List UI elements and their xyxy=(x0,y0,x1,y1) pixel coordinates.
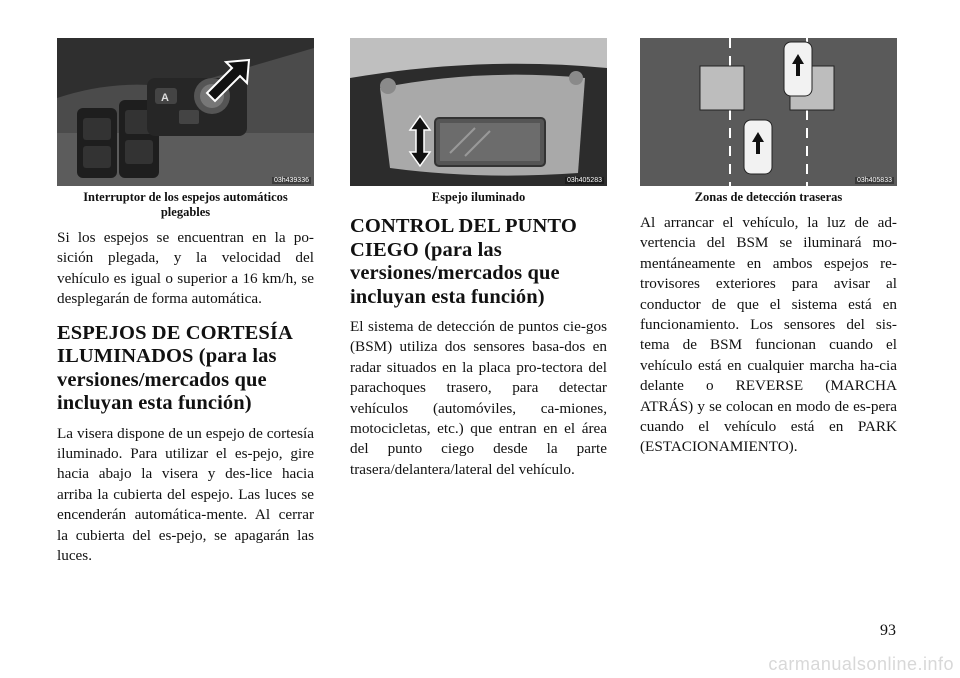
paragraph-folded-mirrors: Si los espejos se encuentran en la po-sición plegada, y la velocidad del vehículo es igual o superior a 16 km/h, se desplegarán de forma automática. xyxy=(57,229,314,308)
figure-illuminated-mirror xyxy=(350,38,607,186)
figure-code: 03h405833 xyxy=(856,177,892,184)
paragraph-blind-spot: El sistema de detección de puntos cie-gos (BSM) utiliza dos sensores basa-dos en radar situados en la placa pro-tectora del parachoques trasero, para detectar vehículos (automóviles, ca-miones, motocicletas, etc.) que entran en el área del punto ciego desde la parte trasera/delantera/lateral del vehículo. xyxy=(350,318,607,478)
detection-zones-illustration xyxy=(640,38,897,186)
sun-visor-illustration xyxy=(350,38,607,186)
paragraph-bsm-startup: Al arrancar el vehículo, la luz de ad-vertencia del BSM se iluminará mo-mentáneamente en ambos espejos re-trovisores exteriores para avisar al conductor de que el sistema está en funcionamiento. Los sensores del sis-tema de BSM funcionan cuando el vehículo está en cualquier marcha ha-cia delante o REVERSE (MARCHA ATRÁS) y se colocan en modo de es-pera cuando el vehículo está en PARK (ESTACIONAMIENTO). xyxy=(640,214,897,456)
figure-detection-zones xyxy=(640,38,897,186)
column-middle xyxy=(350,38,607,480)
page-number: 93 xyxy=(880,622,896,639)
svg-text:A: A xyxy=(161,92,169,104)
column-left xyxy=(57,38,314,566)
figure-caption: Interruptor de los espejos automáticos plegables xyxy=(83,190,288,219)
column-right xyxy=(640,38,897,458)
figure-mirror-switch xyxy=(57,38,314,186)
figure-code: 03h439336 xyxy=(273,177,309,184)
figure-code: 03h405283 xyxy=(566,177,602,184)
figure-caption: Espejo iluminado xyxy=(431,190,526,204)
figure-caption: Zonas de detección traseras xyxy=(694,190,843,204)
mirror-switch-illustration xyxy=(57,38,314,186)
section-heading-vanity-mirrors: ESPEJOS DE CORTESÍA ILUMINADOS (para las versiones/mercados que incluyan esta función) xyxy=(57,321,292,415)
section-heading-blind-spot: CONTROL DEL PUNTO CIEGO (para las versiones/mercados que incluyan esta función) xyxy=(350,215,577,308)
paragraph-vanity-mirrors: La visera dispone de un espejo de cortesía iluminado. Para utilizar el es-pejo, gire hacia abajo la visera y des-lice hacia arriba la cubierta del espejo. Las luces se encenderán automática-mente. Al cerrar la cubierta del es-pejo, se apagarán las luces. xyxy=(57,424,314,565)
site-watermark: carmanualsonline.info xyxy=(768,654,954,674)
